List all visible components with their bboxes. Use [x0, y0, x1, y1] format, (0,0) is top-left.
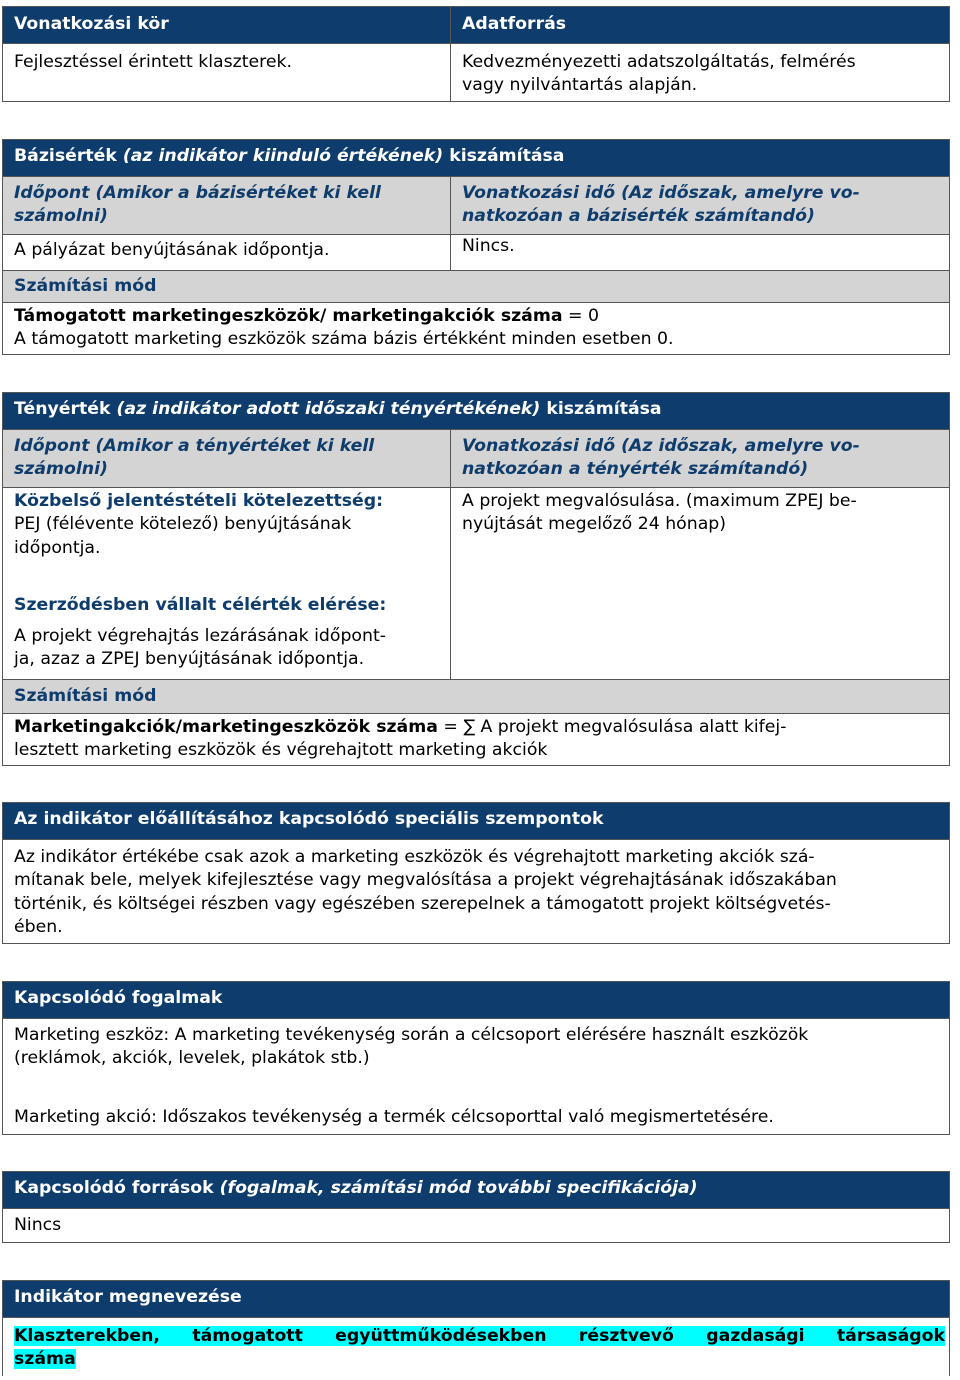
definition-line: (reklámok, akciók, levelek, plakátok stb.)	[14, 1048, 370, 1069]
baseline-label-row	[3, 176, 949, 234]
baseline-header-end: kiszámítása	[443, 146, 565, 166]
scope-source-header-row	[3, 7, 949, 43]
actual-formula-line: lesztett marketing eszközök és végrehajtott marketing akciók	[14, 740, 548, 761]
special-body	[3, 839, 949, 943]
sources-body	[3, 1208, 949, 1242]
indicator-name-highlight: száma	[14, 1349, 76, 1370]
scope-source-value-row	[3, 43, 949, 101]
special-aspects-table	[2, 802, 950, 944]
special-line: mítanak bele, melyek kifejlesztése vagy megvalósítása a projekt végrehajtásának időszakában	[14, 870, 837, 891]
actual-label-row	[3, 429, 949, 487]
concepts-header	[3, 982, 949, 1018]
target-line: A projekt végrehajtás lezárásának időpont-	[14, 625, 386, 646]
sources-value: Nincs	[14, 1215, 62, 1235]
target-line: ja, azaz a ZPEJ benyújtásának időpontja.	[14, 649, 365, 670]
special-line: ében.	[14, 917, 63, 938]
definition-line: Marketing eszköz: A marketing tevékenység során a célcsoport elérésére használt eszközök	[14, 1025, 809, 1045]
baseline-formula-rest: = 0	[562, 306, 599, 326]
actual-time-label-line: számolni)	[14, 459, 108, 480]
source-header: Adatforrás	[450, 7, 949, 43]
related-sources-table	[2, 1171, 950, 1243]
baseline-formula-bold: Támogatott marketingeszközök/ marketingakciók száma	[14, 306, 563, 326]
baseline-time-value: A pályázat benyújtásának időpontja.	[14, 240, 330, 260]
sources-header	[3, 1172, 949, 1208]
actual-ref-value	[450, 488, 949, 679]
indicator-name-line	[14, 1348, 945, 1371]
source-value-line: Kedvezményezetti adatszolgáltatás, felmérés	[462, 52, 856, 72]
scope-header: Vonatkozási kör	[14, 14, 169, 34]
baseline-formula-note: A támogatott marketing eszközök száma bázis értékként minden esetben 0.	[14, 329, 674, 350]
baseline-header-italic: (az indikátor kiinduló értékének)	[122, 146, 444, 166]
scope-value: Fejlesztéssel érintett klaszterek.	[14, 52, 292, 72]
indicator-header	[3, 1281, 949, 1317]
actual-ref-value-line: nyújtását megelőző 24 hónap)	[462, 514, 727, 535]
actual-ref-value-line: A projekt megvalósulása. (maximum ZPEJ be-	[462, 491, 857, 511]
baseline-value-row	[3, 234, 949, 270]
scope-source-table	[2, 6, 950, 102]
concepts-header-text: Kapcsolódó fogalmak	[14, 988, 223, 1008]
baseline-time-label-line: számolni)	[14, 206, 108, 227]
interim-line: PEJ (félévente kötelező) benyújtásának	[14, 514, 352, 535]
actual-header-text: Tényérték	[14, 399, 117, 419]
actual-header-italic: (az indikátor adott időszaki tényértékének)	[116, 399, 541, 419]
special-header	[3, 803, 949, 839]
baseline-table	[2, 139, 950, 355]
sources-header-italic: (fogalmak, számítási mód további specifikációja)	[219, 1178, 698, 1198]
special-header-text: Az indikátor előállításához kapcsolódó speciális szempontok	[14, 809, 604, 829]
baseline-ref-label-line: Vonatkozási idő (Az időszak, amelyre vo-	[462, 183, 860, 203]
target-label: Szerződésben vállalt célérték elérése:	[14, 595, 387, 616]
indicator-name-table	[2, 1280, 950, 1376]
interim-label: Közbelső jelentéstételi kötelezettség:	[14, 491, 384, 511]
actual-method-label	[3, 679, 949, 713]
indicator-name-highlight: Klaszterekben, támogatott együttműködésekben résztvevő gazdasági társaságok	[14, 1326, 945, 1346]
baseline-method-label	[3, 270, 949, 302]
indicator-header-text: Indikátor megnevezése	[14, 1287, 242, 1307]
special-line: Az indikátor értékébe csak azok a marketing eszközök és végrehajtott marketing akciók szá-	[14, 847, 815, 867]
actual-formula-rest: A projekt megvalósulása alatt kifej-	[475, 717, 787, 737]
baseline-time-label	[3, 177, 450, 234]
source-value	[450, 44, 949, 101]
sigma-symbol: ∑	[463, 717, 475, 737]
indicator-body	[3, 1317, 949, 1377]
baseline-formula	[14, 305, 941, 328]
sources-header-text: Kapcsolódó források	[14, 1178, 220, 1198]
baseline-header	[3, 140, 949, 176]
baseline-header-text: Bázisérték	[14, 146, 123, 166]
actual-formula-bold: Marketingakciók/marketingeszközök száma	[14, 717, 438, 737]
baseline-time-label-line: Időpont (Amikor a bázisértéket ki kell	[14, 183, 381, 203]
baseline-method-label-text: Számítási mód	[14, 276, 157, 296]
actual-time-value	[3, 488, 450, 679]
actual-time-label-line: Időpont (Amikor a tényértéket ki kell	[14, 436, 375, 456]
baseline-ref-value: Nincs.	[450, 235, 949, 270]
special-line: történik, és költségei részben vagy egészében szerepelnek a támogatott projekt költségvetés-	[14, 893, 831, 914]
baseline-ref-label	[450, 177, 949, 234]
actual-method-body	[3, 713, 949, 765]
indicator-name-line	[14, 1325, 945, 1348]
actual-header	[3, 393, 949, 429]
source-value-line: vagy nyilvántartás alapján.	[462, 75, 698, 96]
baseline-ref-label-line: natkozóan a bázisérték számítandó)	[462, 206, 815, 227]
actual-ref-label-line: Vonatkozási idő (Az időszak, amelyre vo-	[462, 436, 860, 456]
related-concepts-table	[2, 981, 950, 1135]
definition-line: Marketing akció: Időszakos tevékenység a termék célcsoporttal való megismertetésére.	[14, 1106, 774, 1127]
interim-line: időpontja.	[14, 537, 101, 558]
actual-method-label-text: Számítási mód	[14, 686, 157, 706]
actual-header-end: kiszámítása	[540, 399, 662, 419]
concepts-body	[3, 1018, 949, 1134]
actual-formula	[14, 716, 941, 739]
actual-time-label	[3, 430, 450, 487]
actual-formula-eq: =	[437, 717, 464, 737]
baseline-method-body	[3, 302, 949, 354]
actual-ref-label	[450, 430, 949, 487]
actual-table	[2, 392, 950, 766]
actual-value-row	[3, 487, 949, 679]
actual-ref-label-line: natkozóan a tényérték számítandó)	[462, 459, 809, 480]
